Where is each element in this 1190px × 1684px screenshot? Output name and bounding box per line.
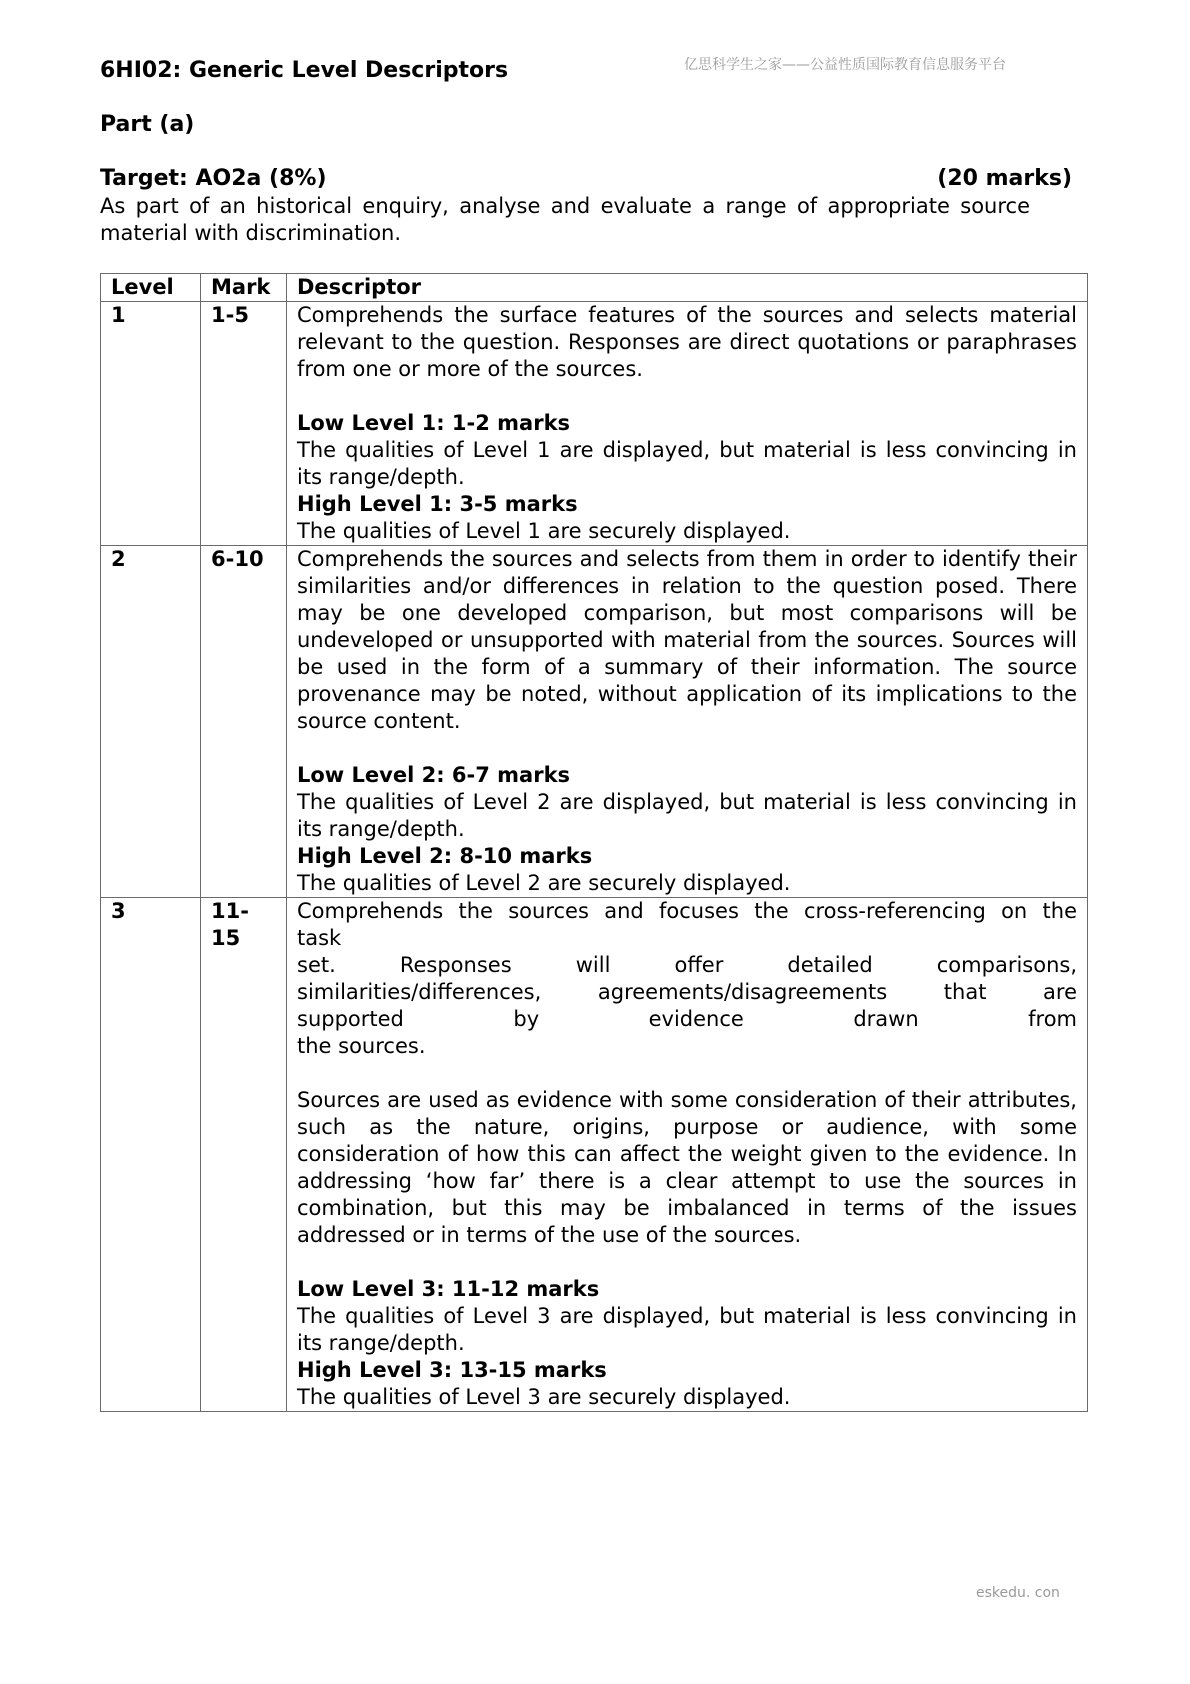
- table-row: [101, 546, 1088, 898]
- low-level-title: Low Level 3: 11-12 marks: [297, 1277, 600, 1301]
- header-descriptor: Descriptor: [287, 274, 1088, 302]
- mark-line: 11-: [211, 899, 249, 923]
- mark-line: 15: [211, 926, 241, 950]
- mark-cell: 1-5: [201, 302, 287, 546]
- low-level-text: The qualities of Level 2 are displayed, but material is less convincing in its range/depth.: [297, 790, 1077, 841]
- footer-text: eskedu. con: [976, 1585, 1060, 1601]
- table-row: [101, 302, 1088, 546]
- table-row: [101, 898, 1088, 1412]
- high-level-text: The qualities of Level 3 are securely displayed.: [297, 1385, 791, 1409]
- descriptor-line: set. Responses will offer detailed comparisons,: [297, 953, 1077, 977]
- page-title: 6HI02: Generic Level Descriptors: [100, 58, 509, 83]
- descriptor-cell: [287, 546, 1088, 898]
- level-cell: 1: [101, 302, 201, 546]
- header-mark: Mark: [201, 274, 287, 302]
- level-cell: 2: [101, 546, 201, 898]
- mark-cell: 6-10: [201, 546, 287, 898]
- target-label: Target: AO2a (8%): [100, 166, 327, 191]
- header-level: Level: [101, 274, 201, 302]
- low-level-title: Low Level 2: 6-7 marks: [297, 763, 571, 787]
- descriptor-paragraph: Comprehends the sources and selects from them in order to identify their similarities and/or differences in relation to the question posed. There may be one developed comparison, but most comparisons will be undeveloped or unsupported with material from the sources. Sources will be used in the form of a summary of their information. The source provenance may be noted, without application of its implications to the source content.: [297, 547, 1077, 733]
- high-level-title: High Level 3: 13-15 marks: [297, 1358, 607, 1382]
- descriptor-line: Comprehends the sources and focuses the cross-referencing on the: [297, 899, 1077, 923]
- level-cell: 3: [101, 898, 201, 1412]
- target-marks: (20 marks): [937, 166, 1072, 191]
- descriptor-line: the sources.: [297, 1034, 426, 1058]
- target-heading: [100, 166, 1072, 191]
- table-header-row: [101, 274, 1088, 302]
- high-level-text: The qualities of Level 2 are securely displayed.: [297, 871, 791, 895]
- high-level-text: The qualities of Level 1 are securely displayed.: [297, 519, 791, 543]
- low-level-text: The qualities of Level 1 are displayed, but material is less convincing in its range/depth.: [297, 438, 1077, 489]
- descriptor-line: supported by evidence drawn from: [297, 1007, 1077, 1031]
- descriptor-cell: [287, 302, 1088, 546]
- target-description: As part of an historical enquiry, analyse and evaluate a range of appropriate source material with discrimination.: [100, 194, 1030, 245]
- descriptor-line: task: [297, 926, 342, 950]
- descriptor-cell: [287, 898, 1088, 1412]
- low-level-text: The qualities of Level 3 are displayed, but material is less convincing in its range/depth.: [297, 1304, 1077, 1355]
- high-level-title: High Level 2: 8-10 marks: [297, 844, 593, 868]
- descriptor-paragraph: Sources are used as evidence with some consideration of their attributes, such as the nature, origins, purpose or audience, with some consideration of how this can affect the weight given to the evidence. In addressing ‘how far’ there is a clear attempt to use the sources in combination, but this may be imbalanced in terms of the issues addressed or in terms of the use of the sources.: [297, 1088, 1077, 1247]
- descriptor-paragraph: Comprehends the surface features of the sources and selects material relevant to the question. Responses are direct quotations or paraphrases from one or more of the sources.: [297, 303, 1077, 381]
- part-heading: Part (a): [100, 112, 195, 137]
- high-level-title: High Level 1: 3-5 marks: [297, 492, 578, 516]
- low-level-title: Low Level 1: 1-2 marks: [297, 411, 571, 435]
- descriptor-line: similarities/differences, agreements/disagreements that are: [297, 980, 1077, 1004]
- level-descriptor-table: [100, 273, 1088, 1412]
- mark-cell: [201, 898, 287, 1412]
- watermark-text: 亿思科学生之家——公益性质国际教育信息服务平台: [684, 57, 1006, 73]
